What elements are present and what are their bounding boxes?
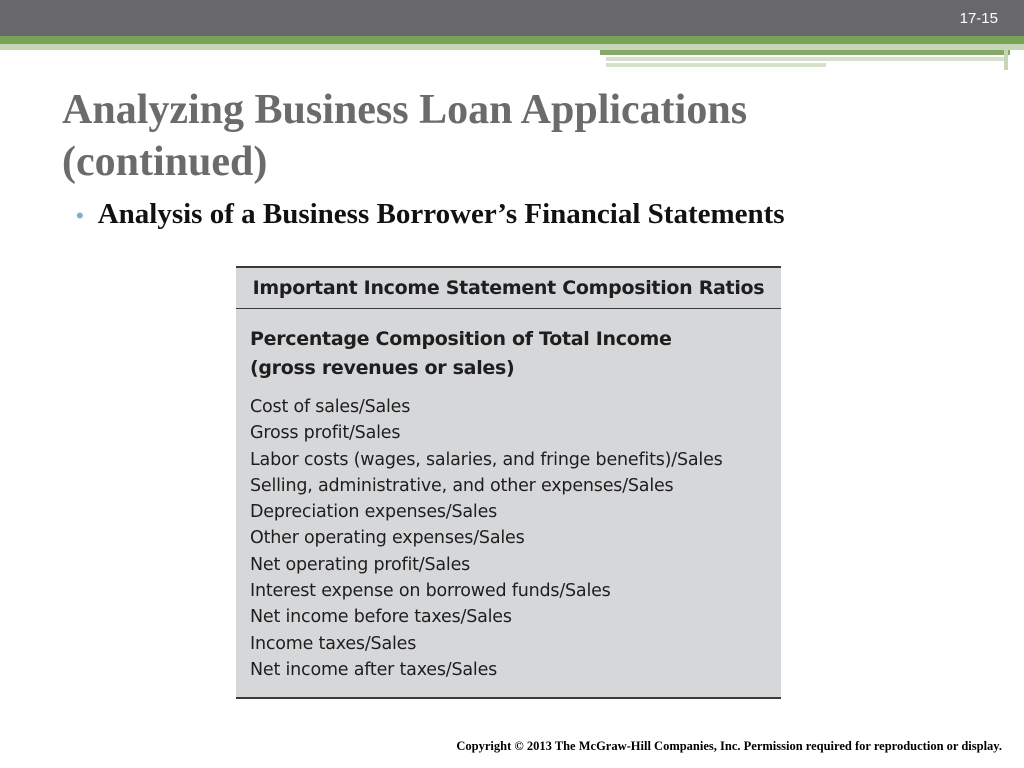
slide-title (62, 84, 962, 188)
ratio-item: Other operating expenses/Sales (250, 528, 525, 549)
bullet-dot-icon: • (76, 203, 84, 228)
ratio-item: Net operating profit/Sales (250, 554, 471, 575)
slide-number: 17-15 (959, 10, 998, 27)
ratio-item: Labor costs (wages, salaries, and fringe benefits)/Sales (250, 449, 723, 470)
top-bar (0, 0, 1024, 36)
ratio-item: Net income before taxes/Sales (250, 607, 512, 628)
accent-line-short (606, 63, 826, 67)
ratio-item: Cost of sales/Sales (250, 397, 411, 417)
ratio-item: Gross profit/Sales (250, 423, 401, 444)
ratio-item: Selling, administrative, and other expenses/Sales (250, 475, 674, 496)
table-header: Important Income Statement Composition Ratios (236, 268, 781, 309)
bullet-text: Analysis of a Business Borrower’s Financial Statements (97, 198, 785, 230)
table-body (236, 309, 781, 683)
copyright-notice: Copyright © 2013 The McGraw-Hill Companies, Inc. Permission required for reproduction or display. (456, 739, 1002, 753)
section-heading-line2: (gross revenues or sales) (250, 357, 515, 379)
ratio-list (250, 394, 767, 683)
accent-line-light (606, 57, 1004, 61)
bullet-item (76, 198, 785, 231)
ratio-item: Interest expense on borrowed funds/Sales (250, 581, 611, 602)
ratio-item: Income taxes/Sales (250, 633, 417, 654)
accent-line (600, 50, 1010, 55)
accent-tick (1004, 44, 1008, 70)
section-heading (250, 325, 767, 383)
ratio-table (236, 266, 781, 699)
ratio-item: Depreciation expenses/Sales (250, 502, 498, 523)
accent-stripe (0, 36, 1024, 44)
slide-title-line2: (continued) (62, 139, 268, 185)
section-heading-line1: Percentage Composition of Total Income (250, 328, 672, 350)
slide-title-line1: Analyzing Business Loan Applications (62, 87, 748, 133)
ratio-item: Net income after taxes/Sales (250, 659, 498, 680)
